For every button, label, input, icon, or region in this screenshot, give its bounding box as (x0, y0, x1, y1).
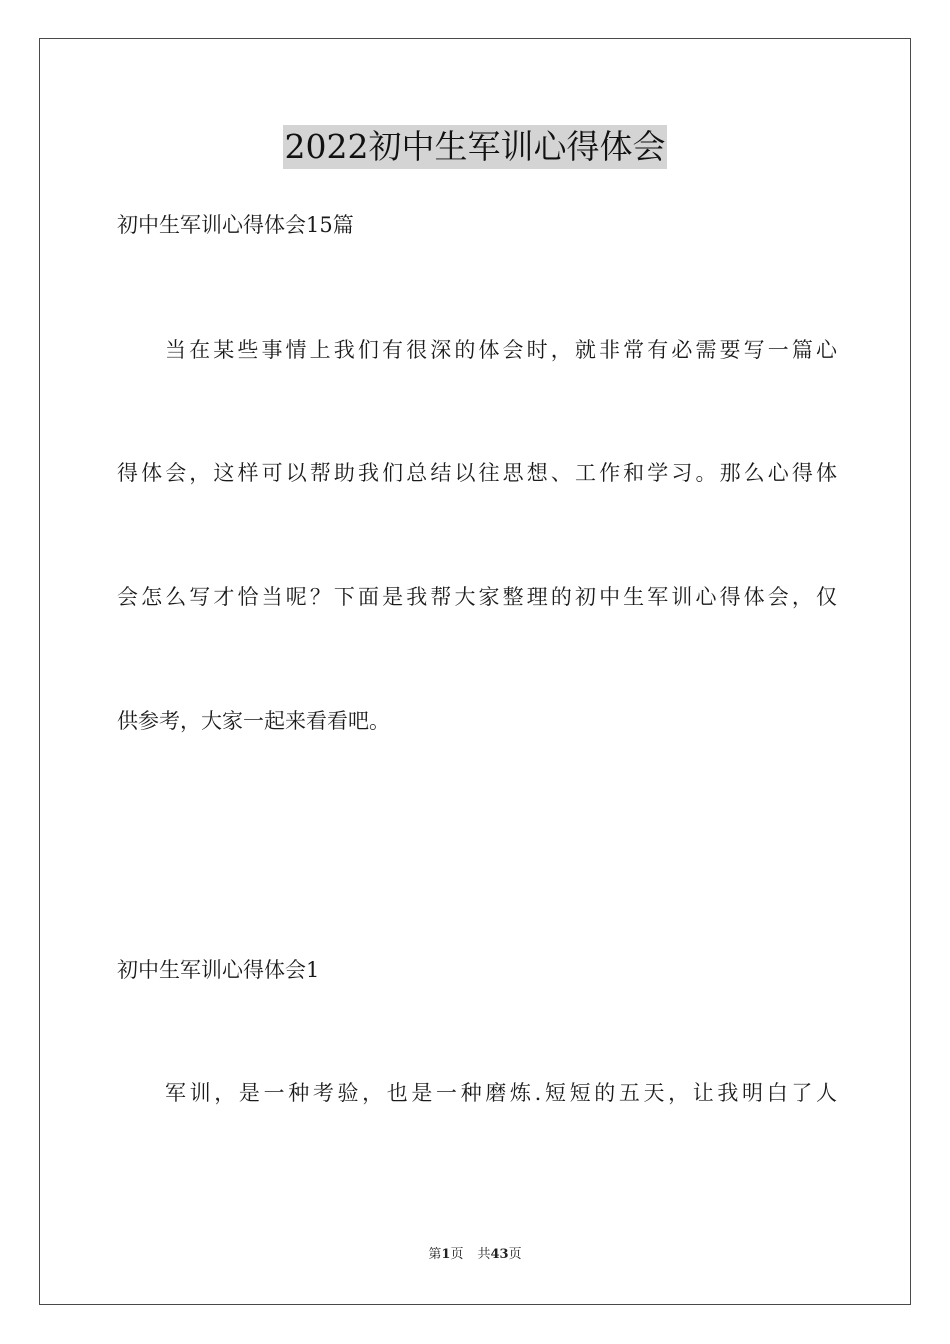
section-heading: 初中生军训心得体会1 (117, 958, 320, 982)
paragraph-line: 军训，是一种考验，也是一种磨炼.短短的五天，让我明白了人 (165, 1081, 837, 1105)
total-label-prefix: 共 (477, 1247, 491, 1262)
paragraph-line: 当在某些事情上我们有很深的体会时，就非常有必需要写一篇心 (165, 338, 837, 362)
paragraph-line: 供参考，大家一起来看看吧。 (117, 709, 390, 733)
title-container (0, 125, 950, 169)
document-title: 2022初中生军训心得体会 (283, 125, 668, 169)
page-label-suffix: 页 (450, 1247, 464, 1262)
paragraph-line: 得体会，这样可以帮助我们总结以往思想、工作和学习。那么心得体 (117, 461, 837, 485)
page-footer (0, 1246, 950, 1264)
page-label-prefix: 第 (428, 1247, 442, 1262)
total-pages: 43 (490, 1247, 509, 1262)
paragraph-line: 会怎么写才恰当呢？下面是我帮大家整理的初中生军训心得体会，仅 (117, 585, 837, 609)
total-label-suffix: 页 (508, 1247, 522, 1262)
page-number: 1 (441, 1247, 451, 1262)
document-subtitle: 初中生军训心得体会15篇 (117, 213, 354, 237)
